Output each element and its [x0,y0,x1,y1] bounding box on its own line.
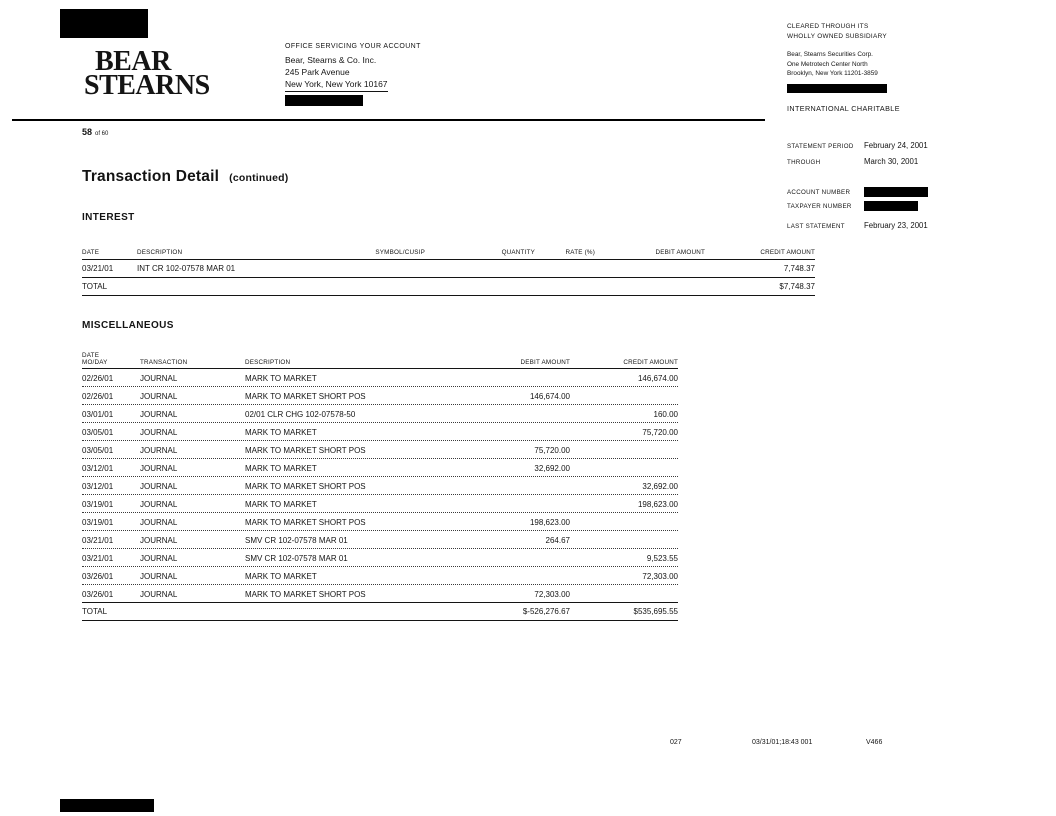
cell-debit-amount: 146,674.00 [529,391,570,401]
cell-date: 03/21/01 [82,264,114,273]
subsidiary-name: Bear, Stearns Securities Corp. [787,51,873,58]
cell-debit-amount: 75,720.00 [534,445,570,455]
cell-symbol-cusip [367,264,425,273]
cell-date: 03/05/01 [82,445,114,455]
office-line3: New York, New York 10167 [285,78,388,92]
col-header-date: DATE [82,249,100,256]
office-line1: Bear, Stearns & Co. Inc. [285,55,377,65]
miscellaneous-table-body [82,369,678,602]
cell-credit-amount [570,590,678,599]
last-statement-label: LAST STATEMENT [787,222,845,230]
cell-debit-amount: 72,303.00 [534,589,570,599]
footer-code-1: 027 [670,739,682,746]
miscellaneous-table-row [82,495,678,513]
cell-description: INT CR 102-07578 MAR 01 [137,264,236,273]
miscellaneous-table-row [82,531,678,549]
redaction-bar [285,95,363,106]
redaction-bar [864,187,928,197]
col-header-rate: RATE (%) [565,249,595,256]
redaction-bar [787,84,887,93]
cell-debit-amount [595,264,705,273]
cell-date: 03/21/01 [82,535,114,545]
cell-date: 03/12/01 [82,481,114,491]
cell-credit-amount [570,392,678,401]
cleared-through-line1: CLEARED THROUGH ITS [787,23,869,30]
miscellaneous-table-row [82,387,678,405]
taxpayer-number-label: TAXPAYER NUMBER [787,202,852,210]
miscellaneous-total-row [82,602,678,621]
cell-description: MARK TO MARKET [245,499,317,509]
col-header-date-moday: DATE MO/DAY [82,352,108,366]
redaction-bar [60,799,154,812]
cell-transaction: JOURNAL [140,427,178,437]
col-header-credit-amount: CREDIT AMOUNT [760,249,815,256]
statement-period-row [787,141,997,150]
cell-transaction: JOURNAL [140,409,178,419]
cell-description: MARK TO MARKET SHORT POS [245,445,366,455]
cell-transaction: JOURNAL [140,391,178,401]
cell-credit-amount: 9,523.55 [646,553,678,563]
cell-date: 03/01/01 [82,409,114,419]
cell-quantity [425,264,535,273]
interest-table-row [82,260,815,278]
cell-credit-amount: 198,623.00 [637,499,678,509]
last-statement-value: February 23, 2001 [864,220,928,230]
col-header-symbol-cusip: SYMBOL/CUSIP [375,249,425,256]
cell-date: 03/26/01 [82,571,114,581]
through-label: THROUGH [787,158,821,166]
statement-period-value: February 24, 2001 [864,140,928,150]
cell-transaction: JOURNAL [140,445,178,455]
cell-credit-amount [570,464,678,473]
cell-date: 03/19/01 [82,517,114,527]
statement-sidebar [787,22,997,230]
cell-date: 02/26/01 [82,391,114,401]
cell-debit-amount [485,410,570,419]
total-label: TOTAL [82,607,108,616]
cell-description: MARK TO MARKET [245,463,317,473]
col-header-credit-amount: CREDIT AMOUNT [623,359,678,366]
cell-description: SMV CR 102-07578 MAR 01 [245,535,348,545]
page-title-text: Transaction Detail [82,168,220,185]
statement-period-label: STATEMENT PERIOD [787,142,854,150]
miscellaneous-table-row [82,549,678,567]
miscellaneous-table-row [82,441,678,459]
cell-credit-amount: 75,720.00 [642,427,678,437]
cell-debit-amount [485,428,570,437]
logo-line2: STEARNS [84,69,210,101]
cell-description: MARK TO MARKET [245,571,317,581]
cell-debit-amount [485,554,570,563]
miscellaneous-table-row [82,477,678,495]
cell-credit-amount [570,446,678,455]
cell-credit-amount: 146,674.00 [637,373,678,383]
total-debit-amount: $-526,276.67 [522,607,570,616]
miscellaneous-table-row [82,369,678,387]
through-value: March 30, 2001 [864,156,919,166]
cell-description: 02/01 CLR CHG 102-07578-50 [245,409,356,419]
miscellaneous-table-row [82,459,678,477]
cell-debit-amount [485,500,570,509]
interest-total-row [82,278,815,296]
miscellaneous-table [82,352,678,621]
cell-transaction: JOURNAL [140,499,178,509]
cell-transaction: JOURNAL [140,517,178,527]
col-header-transaction: TRANSACTION [140,359,188,366]
page-title [82,168,288,186]
page-number [82,127,108,137]
cell-date: 03/19/01 [82,499,114,509]
cell-transaction: JOURNAL [140,373,178,383]
cell-description: MARK TO MARKET [245,427,317,437]
miscellaneous-table-row [82,567,678,585]
cell-date: 03/12/01 [82,463,114,473]
cell-credit-amount: 160.00 [653,409,678,419]
cell-credit-amount [570,536,678,545]
cell-date: 03/26/01 [82,589,114,599]
cell-debit-amount: 198,623.00 [529,517,570,527]
miscellaneous-table-row [82,423,678,441]
page-title-continued: (continued) [229,172,289,184]
office-servicing-block [285,43,421,106]
last-statement-row [787,221,997,230]
cell-credit-amount: 7,748.37 [783,264,815,273]
cell-date: 02/26/01 [82,373,114,383]
cell-date: 03/21/01 [82,553,114,563]
cell-debit-amount [485,572,570,581]
account-name: INTERNATIONAL CHARITABLE [787,103,900,113]
interest-section-heading: INTEREST [82,212,135,223]
interest-table [82,249,815,296]
total-debit-amount [595,282,705,291]
cell-debit-amount [485,374,570,383]
cell-transaction: JOURNAL [140,481,178,491]
subsidiary-address1: One Metrotech Center North [787,60,868,68]
page-number-value: 58 [82,127,93,137]
cell-date: 03/05/01 [82,427,114,437]
redaction-bar [60,9,148,38]
through-row [787,157,997,166]
cell-debit-amount: 264.67 [545,535,570,545]
cell-description: MARK TO MARKET SHORT POS [245,589,366,599]
page-of-label: of 60 [95,131,109,137]
cell-credit-amount [570,518,678,527]
account-number-row [787,187,997,197]
cell-transaction: JOURNAL [140,463,178,473]
col-header-description: DESCRIPTION [137,249,183,256]
col-header-debit-amount: DEBIT AMOUNT [655,249,705,256]
total-credit-amount: $535,695.55 [633,607,678,616]
office-line2: 245 Park Avenue [285,67,350,77]
cell-description: MARK TO MARKET SHORT POS [245,391,366,401]
cell-description: SMV CR 102-07578 MAR 01 [245,553,348,563]
col-header-debit-amount: DEBIT AMOUNT [520,359,570,366]
cell-transaction: JOURNAL [140,571,178,581]
cell-transaction: JOURNAL [140,589,178,599]
cell-rate [535,264,595,273]
cell-credit-amount: 32,692.00 [642,481,678,491]
miscellaneous-table-row [82,405,678,423]
miscellaneous-section-heading: MISCELLANEOUS [82,320,174,331]
interest-table-header [82,249,815,260]
cell-debit-amount [485,482,570,491]
taxpayer-number-row [787,201,997,211]
logo-line1: BEAR [95,46,171,77]
miscellaneous-table-row [82,585,678,602]
col-header-description: DESCRIPTION [245,359,291,366]
header-rule [12,119,765,121]
total-label: TOTAL [82,282,108,291]
bear-stearns-logo [84,46,210,101]
cell-transaction: JOURNAL [140,553,178,563]
col-header-quantity: QUANTITY [501,249,535,256]
subsidiary-address2: Brooklyn, New York 11201-3859 [787,70,878,77]
miscellaneous-table-row [82,513,678,531]
cell-description: MARK TO MARKET SHORT POS [245,481,366,491]
office-label: OFFICE SERVICING YOUR ACCOUNT [285,43,421,50]
cell-description: MARK TO MARKET [245,373,317,383]
footer-code-2: 03/31/01;18:43 001 [752,739,813,746]
cleared-through-line2: WHOLLY OWNED SUBSIDIARY [787,33,887,40]
redaction-bar [864,201,918,211]
account-number-label: ACCOUNT NUMBER [787,188,851,196]
footer-code-3: V466 [866,739,883,746]
total-credit-amount: $7,748.37 [779,282,815,291]
cell-debit-amount: 32,692.00 [534,463,570,473]
cell-transaction: JOURNAL [140,535,178,545]
cell-description: MARK TO MARKET SHORT POS [245,517,366,527]
cell-credit-amount: 72,303.00 [642,571,678,581]
miscellaneous-table-header [82,352,678,369]
